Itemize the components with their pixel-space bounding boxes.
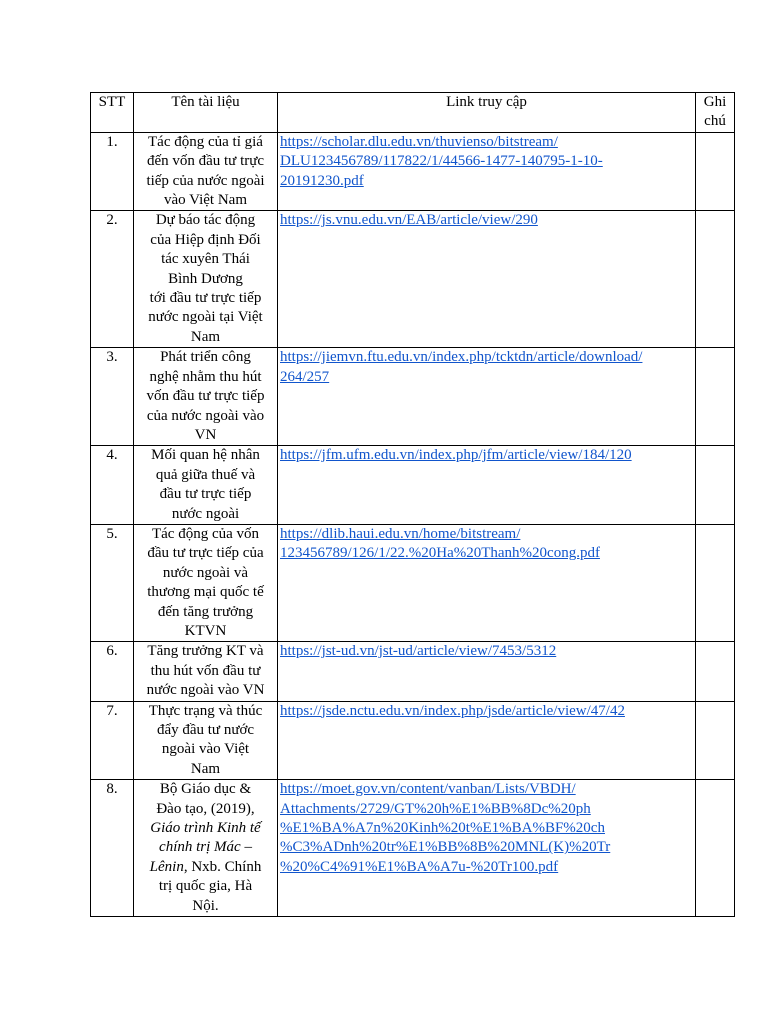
link-line: https://jfm.ufm.edu.vn/index.php/jfm/article/view/184/120	[280, 447, 632, 464]
title-line: thương mại quốc tế	[147, 584, 264, 601]
title-line: Dự báo tác động	[155, 212, 256, 229]
document-title	[134, 132, 278, 211]
document-title	[134, 524, 278, 641]
access-link[interactable]	[280, 642, 693, 661]
link-line: 264/257	[280, 368, 330, 385]
note-cell	[696, 211, 735, 348]
title-line: quả giữa thuế và	[155, 466, 256, 483]
row-number: 7.	[91, 701, 134, 780]
header-note-line: chú	[704, 113, 726, 130]
title-line: nghệ nhằm thu hút	[149, 368, 262, 385]
note-cell	[696, 780, 735, 917]
link-line: https://jsde.nctu.edu.vn/index.php/jsde/article/view/47/42	[280, 702, 625, 719]
access-link[interactable]	[280, 133, 693, 191]
title-line: Nam	[190, 328, 221, 345]
title-line: nước ngoài tại Việt	[148, 309, 263, 326]
title-line: Tăng trưởng KT và	[147, 643, 264, 660]
title-line: vào Việt Nam	[164, 192, 247, 209]
document-title	[134, 446, 278, 525]
title-line: đẩy đầu tư nước	[156, 722, 255, 738]
note-cell	[696, 701, 735, 780]
title-line: Phát triển công	[160, 349, 251, 366]
document-title	[134, 348, 278, 446]
access-link-cell	[278, 348, 696, 446]
document-title	[134, 780, 278, 917]
title-text: , Nxb. Chính	[183, 858, 262, 875]
note-cell	[696, 446, 735, 525]
table-row	[91, 348, 735, 446]
title-line: Đào tạo, (2019),	[156, 800, 255, 817]
link-line: %C3%ADnh%20tr%E1%BB%8B%20MNL(K)%20Tr	[280, 839, 611, 856]
access-link-cell	[278, 780, 696, 917]
access-link[interactable]	[280, 525, 693, 564]
header-note-line: Ghi	[703, 94, 727, 110]
title-line: nước ngoài và	[162, 564, 249, 581]
link-line: https://jst-ud.vn/jst-ud/article/view/7453/5312	[280, 643, 557, 660]
access-link[interactable]	[280, 780, 693, 877]
note-cell	[696, 348, 735, 446]
link-line: 20191230.pdf	[280, 172, 364, 189]
table-row	[91, 701, 735, 780]
row-number: 2.	[91, 211, 134, 348]
title-line: nước ngoài	[171, 505, 240, 522]
title-line: Nam	[190, 760, 221, 777]
link-line: https://jiemvn.ftu.edu.vn/index.php/tcktdn/article/download/	[280, 349, 643, 366]
link-line: https://scholar.dlu.edu.vn/thuvienso/bitstream/	[280, 133, 558, 150]
link-line: %20%C4%91%E1%BA%A7u-%20Tr100.pdf	[280, 858, 559, 875]
title-line: trị quốc gia, Hà	[158, 878, 253, 895]
row-number: 3.	[91, 348, 134, 446]
title-line: Tác động của tỉ giá	[148, 133, 263, 150]
link-line: DLU123456789/117822/1/44566-1477-140795-1-10-	[280, 153, 603, 170]
table-row	[91, 211, 735, 348]
note-cell	[696, 524, 735, 641]
access-link-cell	[278, 446, 696, 525]
access-link-cell	[278, 524, 696, 641]
title-line: đầu tư trực tiếp của	[147, 545, 264, 562]
table-row	[91, 642, 735, 701]
row-number: 5.	[91, 524, 134, 641]
title-line: đầu tư trực tiếp	[159, 486, 252, 503]
title-line: của nước ngoài vào	[146, 407, 265, 424]
link-line: https://moet.gov.vn/content/vanban/Lists/VBDH/	[280, 781, 576, 798]
header-title: Tên tài liệu	[134, 93, 278, 133]
title-line: Giáo trình Kinh tế	[150, 820, 261, 837]
title-line: đến vốn đầu tư trực	[146, 153, 265, 170]
title-line: Bộ Giáo dục &	[159, 781, 252, 798]
title-line: Thực trạng và thúc	[148, 702, 263, 719]
header-note	[696, 93, 735, 133]
link-line: Attachments/2729/GT%20h%E1%BB%8Dc%20ph	[280, 800, 591, 817]
access-link-cell	[278, 642, 696, 701]
row-number: 4.	[91, 446, 134, 525]
access-link[interactable]	[280, 702, 693, 721]
row-number: 1.	[91, 132, 134, 211]
access-link[interactable]	[280, 446, 693, 465]
title-line: VN	[194, 426, 217, 443]
title-line: Mối quan hệ nhân	[151, 447, 260, 464]
title-line: Nội.	[192, 897, 219, 914]
table-header-row	[91, 93, 735, 133]
document-title	[134, 642, 278, 701]
link-line: https://js.vnu.edu.vn/EAB/article/view/290	[280, 212, 538, 229]
access-link-cell	[278, 211, 696, 348]
title-line: ngoài vào Việt	[161, 741, 250, 758]
document-title	[134, 701, 278, 780]
title-line: vốn đầu tư trực tiếp	[146, 388, 265, 405]
title-line: tác xuyên Thái	[161, 251, 250, 268]
title-line: thu hút vốn đầu tư	[150, 662, 261, 679]
note-cell	[696, 642, 735, 701]
table-row	[91, 446, 735, 525]
title-line: tiếp của nước ngoài	[146, 172, 265, 189]
access-link[interactable]	[280, 348, 693, 387]
title-line	[136, 858, 275, 877]
header-link: Link truy cập	[278, 93, 696, 133]
row-number: 8.	[91, 780, 134, 917]
document-title	[134, 211, 278, 348]
italic-text: Lênin	[149, 858, 184, 875]
header-stt: STT	[91, 93, 134, 133]
table-row	[91, 524, 735, 641]
link-line: 123456789/126/1/22.%20Ha%20Thanh%20cong.pdf	[280, 545, 600, 562]
access-link-cell	[278, 132, 696, 211]
table-row	[91, 780, 735, 917]
title-line: nước ngoài vào VN	[146, 682, 265, 699]
title-line: tới đầu tư trực tiếp	[149, 290, 262, 307]
title-line: chính trị Mác –	[159, 839, 252, 856]
title-line: đến tăng trưởng	[157, 603, 254, 620]
title-line: Bình Dương	[168, 270, 243, 287]
link-line: %E1%BA%A7n%20Kinh%20t%E1%BA%BF%20ch	[280, 820, 605, 837]
title-line: KTVN	[184, 622, 227, 639]
title-line: của Hiệp định Đối	[150, 231, 261, 248]
title-line: Tác động của vốn	[151, 525, 260, 542]
row-number: 6.	[91, 642, 134, 701]
access-link-cell	[278, 701, 696, 780]
note-cell	[696, 132, 735, 211]
link-line: https://dlib.haui.edu.vn/home/bitstream/	[280, 525, 521, 542]
references-table	[90, 92, 735, 917]
table-row	[91, 132, 735, 211]
access-link[interactable]	[280, 211, 693, 230]
